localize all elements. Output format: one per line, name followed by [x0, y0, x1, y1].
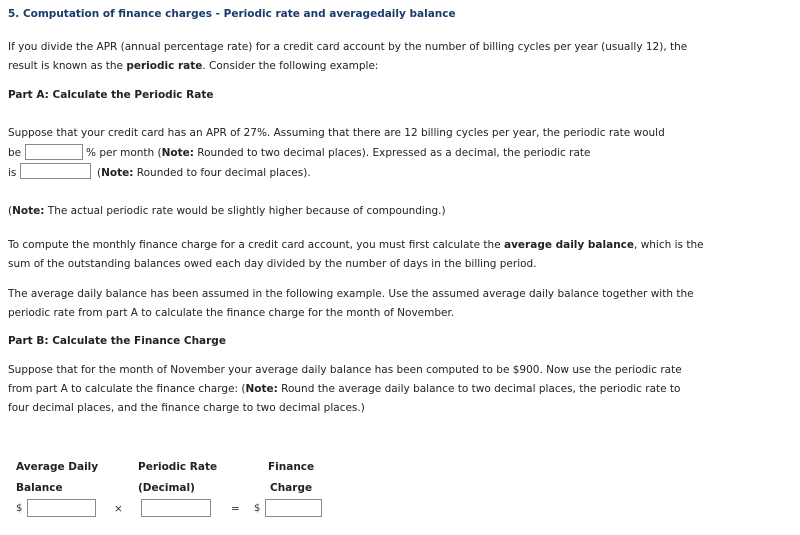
after-note2-text: Rounded to four decimal places).	[133, 167, 311, 179]
col-rate-header-1: Periodic Rate	[138, 461, 218, 473]
compounding-note	[8, 205, 446, 217]
periodic-rate-percent-input[interactable]	[25, 144, 83, 160]
be-label: be	[8, 147, 22, 159]
note3-text: The actual periodic rate would be slightly higher because of compounding.)	[44, 205, 446, 217]
note3-open: (	[8, 205, 13, 217]
part-b-paragraph	[8, 361, 748, 418]
assumed-line2: periodic rate from part A to calculate the finance charge for the month of November.	[8, 307, 455, 319]
intro-line2-pre: result is known as the	[8, 60, 127, 72]
note-label-1: Note:	[161, 147, 194, 159]
part-b-line2-post: Round the average daily balance to two decimal places, the periodic rate to	[277, 383, 681, 395]
dollar-sign-balance: $	[16, 503, 23, 514]
periodic-rate-decimal-input[interactable]	[20, 163, 91, 179]
is-label: is	[8, 167, 17, 179]
part-a-line1: Suppose that your credit card has an APR of 27%. Assuming that there are 12 billing cycles per year, the periodic rate would	[8, 127, 665, 139]
average-daily-balance-input[interactable]	[27, 499, 96, 517]
note-label-3: Note:	[12, 205, 45, 217]
col-charge-header-1: Finance	[268, 461, 315, 473]
after-box2-open: (	[97, 167, 102, 179]
col-rate-header-2: (Decimal)	[138, 482, 195, 494]
part-b-heading: Part B: Calculate the Finance Charge	[8, 335, 226, 347]
part-a-line3	[97, 167, 311, 179]
adb-paragraph	[8, 236, 748, 274]
after-note1-text: Rounded to two decimal places). Expressed as a decimal, the periodic rate	[193, 147, 591, 159]
note-label-4: Note:	[245, 383, 278, 395]
adb-term: average daily balance	[504, 239, 635, 251]
part-b-line2-pre: from part A to calculate the finance charge: (	[8, 383, 246, 395]
dollar-sign-charge: $	[254, 503, 261, 514]
intro-term: periodic rate	[126, 60, 203, 72]
page-title: 5. Computation of finance charges - Periodic rate and averagedaily balance	[8, 8, 456, 20]
intro-line1: If you divide the APR (annual percentage rate) for a credit card account by the number of billing cycles per year (usually 12), the	[8, 41, 688, 53]
part-a-heading: Part A: Calculate the Periodic Rate	[8, 89, 214, 101]
intro-paragraph	[8, 38, 748, 76]
assumed-line1: The average daily balance has been assumed in the following example. Use the assumed average daily balance together with the	[8, 288, 694, 300]
finance-charge-input[interactable]	[265, 499, 322, 517]
note-label-2: Note:	[101, 167, 134, 179]
adb-line1-post: , which is the	[634, 239, 704, 251]
part-b-line1: Suppose that for the month of November your average daily balance has been computed to be $900. Now use the periodic rate	[8, 364, 682, 376]
intro-line2-post: . Consider the following example:	[202, 60, 379, 72]
after-box1-text: % per month (	[86, 147, 162, 159]
col-balance-header-1: Average Daily	[16, 461, 99, 473]
part-a-line2	[86, 147, 590, 159]
times-sign: ×	[114, 503, 123, 515]
col-balance-header-2: Balance	[16, 482, 63, 494]
equals-sign: =	[231, 503, 240, 515]
periodic-rate-decimal-table-input[interactable]	[141, 499, 211, 517]
adb-line1-pre: To compute the monthly finance charge for a credit card account, you must first calculate the	[8, 239, 504, 251]
assumed-paragraph	[8, 285, 748, 323]
part-b-line3: four decimal places, and the finance charge to two decimal places.)	[8, 402, 365, 414]
col-charge-header-2: Charge	[270, 482, 313, 494]
adb-line2: sum of the outstanding balances owed each day divided by the number of days in the billing period.	[8, 258, 537, 270]
